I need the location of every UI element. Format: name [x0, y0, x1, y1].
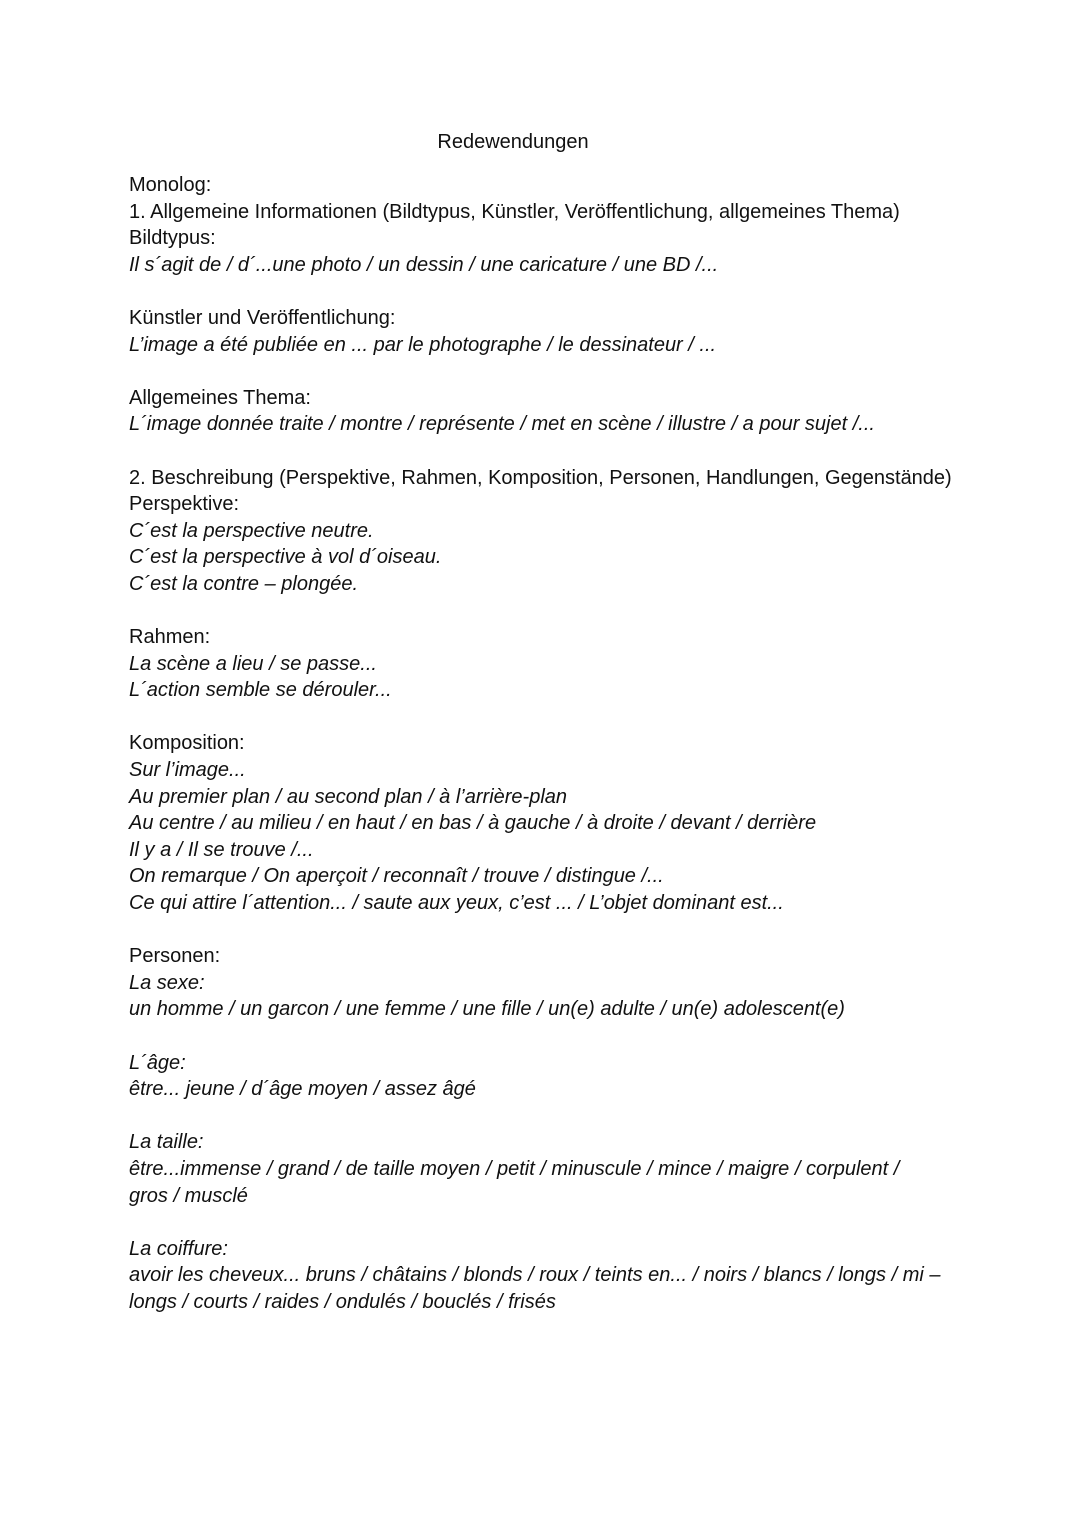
section-2-heading: 2. Beschreibung (Perspektive, Rahmen, Komposition, Personen, Handlungen, Gegenstände)	[129, 466, 952, 489]
page-title: Redewendungen	[437, 131, 589, 153]
taille-line: être...immense / grand / de taille moyen / petit / minuscule / mince / maigre / corpulent /	[129, 1157, 900, 1180]
age-phrase: être... jeune / d´âge moyen / assez âgé	[129, 1078, 476, 1101]
komposition-line: Sur l’image...	[129, 759, 246, 782]
perspektive-line: C´est la perspective à vol d´oiseau.	[129, 546, 442, 569]
spacer	[129, 598, 989, 625]
section-1-heading: 1. Allgemeine Informationen (Bildtypus, Künstler, Veröffentlichung, allgemeines Thema)	[129, 200, 900, 223]
coiffure-line: avoir les cheveux... bruns / châtains / blonds / roux / teints en... / noirs / blancs / longs / mi –	[129, 1264, 941, 1287]
taille-line: gros / musclé	[129, 1184, 248, 1207]
komposition-line: Au premier plan / au second plan / à l’arrière-plan	[129, 785, 568, 808]
document-body	[129, 172, 989, 1316]
komposition-line: Au centre / au milieu / en haut / en bas / à gauche / à droite / devant / derrière	[129, 812, 817, 835]
spacer	[129, 1023, 989, 1050]
personen-label: Personen:	[129, 945, 221, 968]
rahmen-label: Rahmen:	[129, 626, 211, 649]
sexe-label: La sexe:	[129, 971, 205, 994]
coiffure-line: longs / courts / raides / ondulés / bouclés / frisés	[129, 1290, 556, 1313]
age-label: L´âge:	[129, 1051, 186, 1074]
spacer	[129, 1209, 989, 1236]
komposition-line: Il y a / Il se trouve /...	[129, 838, 314, 861]
bildtypus-label: Bildtypus:	[129, 227, 216, 250]
taille-label: La taille:	[129, 1131, 204, 1154]
spacer	[129, 1103, 989, 1130]
perspektive-line: C´est la contre – plongée.	[129, 572, 359, 595]
komposition-label: Komposition:	[129, 732, 245, 755]
perspektive-line: C´est la perspective neutre.	[129, 519, 374, 542]
rahmen-line: L´action semble se dérouler...	[129, 679, 392, 702]
kuenstler-phrase: L’image a été publiée en ... par le photographe / le dessinateur / ...	[129, 333, 717, 356]
monolog-heading: Monolog:	[129, 174, 212, 196]
thema-label: Allgemeines Thema:	[129, 386, 311, 409]
rahmen-line: La scène a lieu / se passe...	[129, 652, 377, 675]
perspektive-label: Perspektive:	[129, 493, 240, 516]
kuenstler-label: Künstler und Veröffentlichung:	[129, 306, 396, 329]
spacer	[129, 704, 989, 731]
spacer	[129, 358, 989, 385]
spacer	[129, 917, 989, 944]
spacer	[129, 438, 989, 465]
thema-phrase: L´image donnée traite / montre / représente / met en scène / illustre / a pour sujet /...	[129, 413, 875, 436]
coiffure-label: La coiffure:	[129, 1237, 228, 1260]
sexe-phrase: un homme / un garcon / une femme / une fille / un(e) adulte / un(e) adolescent(e)	[129, 998, 845, 1021]
spacer	[129, 278, 989, 305]
komposition-line: Ce qui attire l´attention... / saute aux yeux, c’est ... / L’objet dominant est...	[129, 892, 784, 915]
bildtypus-phrase: Il s´agit de / d´...une photo / un dessin / une caricature / une BD /...	[129, 253, 719, 276]
komposition-line: On remarque / On aperçoit / reconnaît / trouve / distingue /...	[129, 865, 664, 888]
